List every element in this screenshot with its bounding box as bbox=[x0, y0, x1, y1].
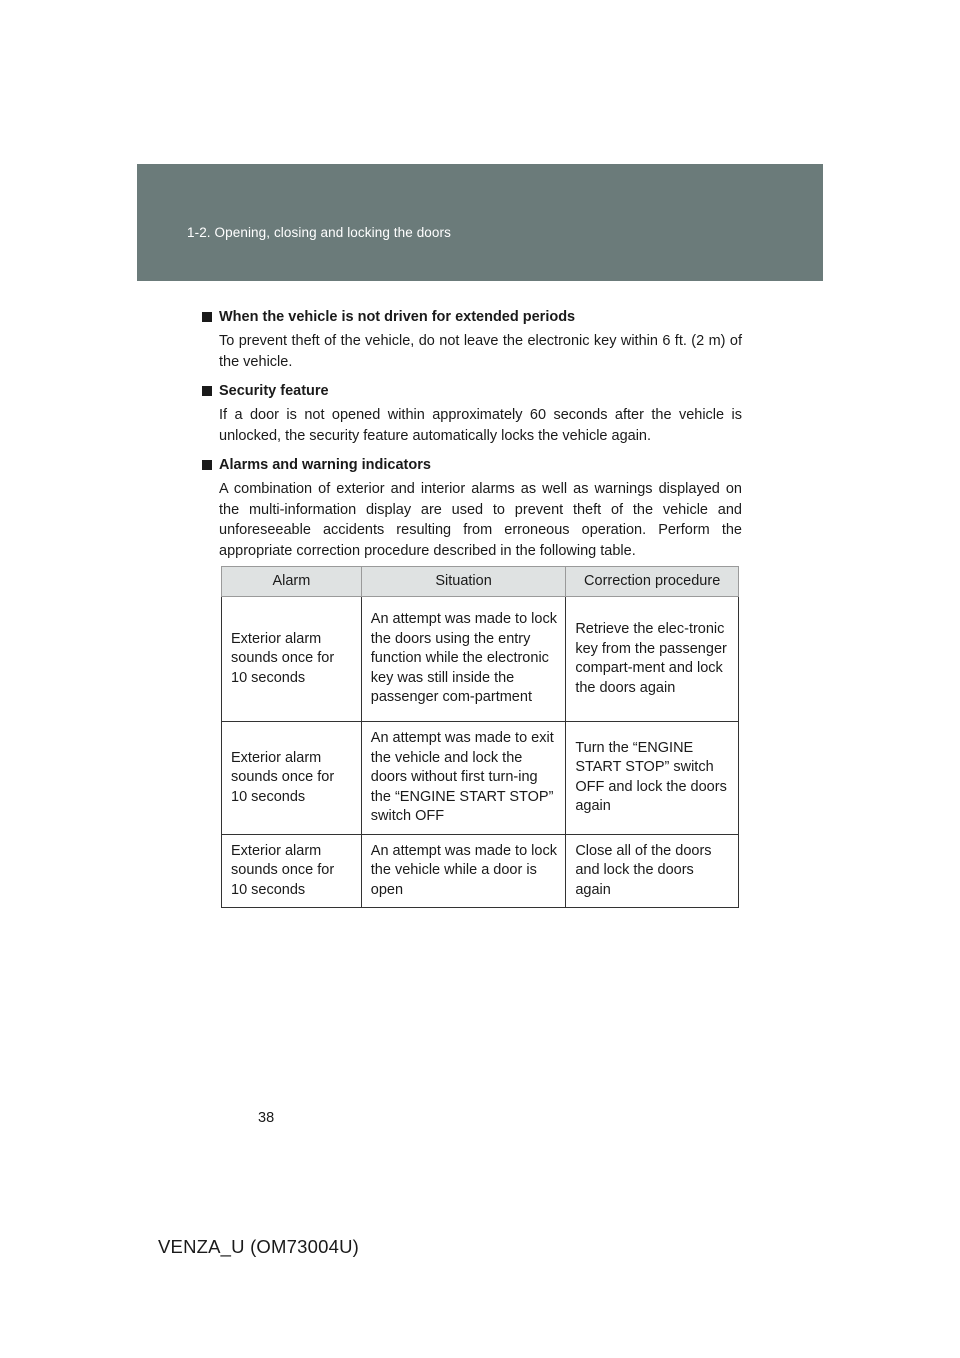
square-bullet-icon bbox=[202, 312, 212, 322]
section-security-feature bbox=[202, 380, 742, 446]
column-header-alarm: Alarm bbox=[222, 567, 362, 597]
square-bullet-icon bbox=[202, 460, 212, 470]
section-alarms bbox=[202, 454, 742, 561]
section-extended-periods bbox=[202, 306, 742, 372]
table-cell: Exterior alarm sounds once for 10 seconds bbox=[222, 722, 362, 835]
table-cell: Exterior alarm sounds once for 10 seconds bbox=[222, 834, 362, 908]
column-header-correction: Correction procedure bbox=[566, 567, 739, 597]
table-cell: An attempt was made to lock the vehicle while a door is open bbox=[361, 834, 566, 908]
main-content bbox=[202, 306, 742, 569]
section-text: If a door is not opened within approximately 60 seconds after the vehicle is unlocked, the security feature automatically locks the vehicle again. bbox=[219, 407, 742, 444]
section-heading: Alarms and warning indicators bbox=[219, 457, 431, 473]
table-row bbox=[222, 834, 739, 908]
column-header-situation: Situation bbox=[361, 567, 566, 597]
table-cell: Close all of the doors and lock the doors again bbox=[566, 834, 739, 908]
section-text: To prevent theft of the vehicle, do not leave the electronic key within 6 ft. (2 m) of the vehicle. bbox=[219, 333, 742, 370]
square-bullet-icon bbox=[202, 386, 212, 396]
section-heading: Security feature bbox=[219, 383, 329, 399]
table-cell: Retrieve the elec-tronic key from the passenger compart-ment and lock the doors again bbox=[566, 597, 739, 722]
table-row bbox=[222, 722, 739, 835]
breadcrumb: 1-2. Opening, closing and locking the doors bbox=[187, 225, 451, 240]
table-header-row bbox=[222, 567, 739, 597]
section-heading: When the vehicle is not driven for extended periods bbox=[219, 309, 576, 325]
table-row bbox=[222, 597, 739, 722]
table-cell: Turn the “ENGINE START STOP” switch OFF and lock the doors again bbox=[566, 722, 739, 835]
section-text: A combination of exterior and interior alarms as well as warnings displayed on the multi-information display are used to prevent theft of the vehicle and unforeseeable accidents resulting from erroneous operation. Perform the appropriate correction procedure described in the following table. bbox=[219, 481, 742, 559]
alarm-table bbox=[221, 566, 739, 908]
model-code: VENZA_U (OM73004U) bbox=[158, 1236, 359, 1257]
table-cell: Exterior alarm sounds once for 10 seconds bbox=[222, 597, 362, 722]
table-cell: An attempt was made to lock the doors using the entry function while the electronic key was still inside the passenger com-partment bbox=[361, 597, 566, 722]
table-cell: An attempt was made to exit the vehicle and lock the doors without first turn-ing the “ENGINE START STOP” switch OFF bbox=[361, 722, 566, 835]
page-number: 38 bbox=[258, 1110, 275, 1126]
chapter-header bbox=[137, 164, 823, 281]
